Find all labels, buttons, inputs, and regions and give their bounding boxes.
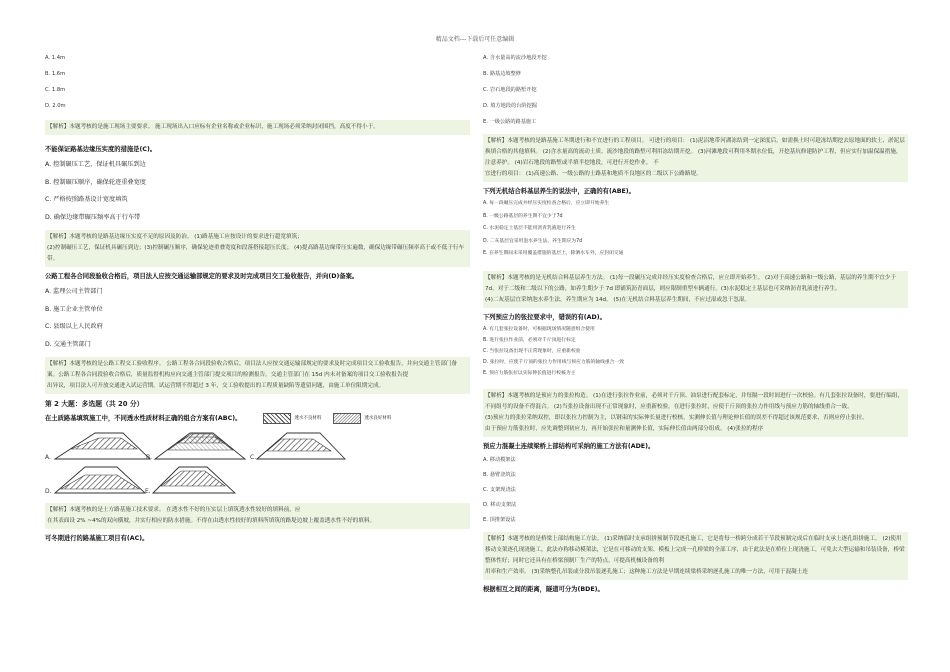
option: C. 严格按照路基设计宽度填筑 — [45, 196, 128, 203]
option: D. 二灰基层宜采用泡水养生法，养生期应为7d — [483, 238, 583, 244]
explanation-line: 【解析】本题考核的是土方路基施工技术要求。 在透水性不好的压实层上填筑透水性较好的填料前，应 — [47, 507, 301, 513]
option: B. 施工企业主管单位 — [45, 305, 103, 313]
question-title: 在土质路基填筑施工中，不同透水性质材料正确的组合方案有(ABC)。 — [45, 415, 242, 422]
diagram-a — [55, 433, 153, 461]
option: D. 确保边缘带碾压频率高于行车带 — [45, 213, 141, 221]
option: E. 在养生期间未采用覆盖措施的基层上，除洒水车外，应封闭交通 — [483, 251, 624, 256]
option: A. 每一段碾压完成并经压实度检查合格后，应立即开始养生 — [483, 201, 610, 206]
option: C. 县级以上人民政府 — [45, 323, 103, 330]
left-column — [45, 50, 470, 545]
explanation-box: 【解析】本题考核的是施工现场主要要求。 施工现场出入口应标有企业名称或企业标识，施工现场必须采纳封闭围挡，高度不得小于。 — [45, 120, 470, 135]
fig-label: C. — [250, 454, 257, 461]
question-options — [483, 453, 908, 528]
option: D. 2.0m — [45, 103, 66, 109]
diagram-e — [153, 467, 235, 493]
option: B. 控制碾压顺序，确保轮迹重叠宽度 — [45, 178, 146, 186]
explanation-line: 在其表面设 2% ~4%的双向横坡，并实行相应的防水措施。不得在由透水性较好的填料所填筑的路堤边坡上覆盖透水性不好的填料。 — [47, 518, 376, 524]
question-options — [483, 198, 908, 261]
explanation-line: (4)二灰基层宜采纳泡水养生法，养生期应为 14d。 (5)在无机结合料基层养生期间，不应过湿或忽干忽湿。 — [485, 296, 751, 303]
question-title: 下列无机结合料基层养生的说法中，正确的有(ABE)。 — [483, 188, 635, 195]
option: B. 悬臂浇筑法 — [483, 471, 516, 478]
question-options — [483, 324, 908, 379]
question-with-legend — [45, 412, 470, 425]
option: B. 进行张拉作业前，必须对千斤顶进行标定 — [483, 337, 576, 343]
explanation-box — [483, 389, 908, 437]
explanation-box — [483, 271, 908, 308]
question-options — [483, 50, 908, 130]
section-title: 第 2 大题：多选题（共 20 分） — [45, 400, 144, 408]
option: C. 当张拉设备出现不正常现象时，应重新校验 — [483, 348, 581, 354]
option: D. 张拉时，应使千斤顶的张拉力作用线与预应力筋的轴线重合一致 — [483, 359, 625, 365]
explanation-box — [483, 532, 908, 580]
explanation-line: (3)预应力的张拉采纳双控，即以张拉力控制为主，以钢束的实际伸长量进行校核，实测伸长值与理论伸长值的误差不得超过该规范要求，否则应停止张拉， — [485, 414, 868, 421]
option: C. 岩石地段的路堑开挖 — [483, 87, 537, 93]
fig-label: A. — [45, 454, 51, 461]
legend-item — [263, 412, 321, 425]
option: C. 水泥稳定土基层不能用沥青乳液进行养生 — [483, 226, 576, 231]
question-options — [45, 156, 470, 226]
option: E. 顶推架设法 — [483, 516, 516, 523]
option: A. 监理公司主管部门 — [45, 288, 103, 295]
option: A. 有几套张拉设备时，可根据现场情况随意组合使用 — [483, 326, 595, 332]
fig-label: B. — [146, 454, 153, 461]
explanation-line: 【解析】本题考核的是预应力的张拉构造。 (1)在进行张拉作业前，必须对千斤顶、油泵进行配套标定，并每隔一段时间进行一次校验。有几套张拉设备时，要进行编组，不同组号的设备不得混合。 (2)当张拉设备出现不正常现象时，应重新校验。在进行张拉时，应使千斤顶的张拉力作用线与预应力筋的轴线重合一致。 — [485, 392, 904, 410]
question-title: 下列预应力的张拉要求中，错误的有(AD)。 — [483, 313, 606, 321]
option: A. 控制碾压工艺，保证机具碾压到边 — [45, 161, 146, 168]
legend-label: 透水不良材料 — [294, 416, 322, 421]
explanation-box — [483, 134, 908, 182]
explanation-line: 出异议，项目法人可开放交通进入试运营期。试运营期不得超过 3 年，交工验收提出的工程质量缺陷等遗留问题，由施工单位限期完成。 — [47, 383, 385, 389]
explanation-line: 【解析】本题考核的是公路工程交工验收程序。 公路工程各合同段验收合格后，项目法人应按交通运输部规定的要求及时完成项目交工验收报告，并向交通主管部门备案。公路工程各合同段验收合格后，质量监督机构应向交通主管部门提交项目的检测报告。交通主管部门在 15d 内未对备案的项目交工验收报告提 — [47, 361, 458, 378]
explanation-line: 【解析】本题考核的是桥梁上部结构施工方法。 (1)采纳临时支承组拼预制节段逐孔施工，它是将每一桥跨分成若干节段预制完成后在临时支承上逐孔组拼施工。 (2)使用移动支架逐孔现浇施工，此法亦称移动模架法，它是在可移动的支架、模板上完成一孔桥梁的全部工序，由于此法是在桥位上现浇施工，可免去大型运输和吊装设备，桥梁整体性好；同时它还具有在桥梁预制厂生产的特点，可提高机械设备的利 — [485, 535, 905, 564]
explanation-line: 用率和生产效率。 (3)采纳整孔吊装或分段吊装逐孔施工；这种施工方法是早期连续梁桥采纳逐孔施工的唯一方法，可用于混凝土连 — [485, 568, 808, 575]
page-header: 精品文档---下载后可任意编辑 — [435, 36, 515, 43]
option: E. 一级公路的路基施工 — [483, 119, 537, 125]
fig-label: D. — [45, 488, 52, 495]
option: D. 交通主管部门 — [45, 340, 91, 348]
option: B. 路基边坡整修 — [483, 71, 521, 77]
embankment-diagrams — [45, 429, 470, 495]
question-title: 公路工程各合同段验收合格后，项目法人应按交通运输部规定的要求及时完成项目交工验收报告，并向(D)备案。 — [45, 273, 359, 280]
question-title: 预应力混凝土连续梁桥上部结构可采纳的施工方法有(ADE)。 — [483, 442, 655, 450]
option: E. 预应力筋张拉以实际伸长值进行校核为主 — [483, 370, 576, 376]
diagram-d — [55, 467, 145, 493]
option: B. 1.6m — [45, 71, 66, 77]
question-title: 可冬期进行的路基施工项目有(AC)。 — [45, 535, 149, 542]
right-column — [483, 50, 908, 596]
question-options — [45, 283, 470, 353]
good-permeability-swatch — [333, 413, 361, 424]
question-title: 根据相互之间的距离，隧道可分为(BDE)。 — [483, 585, 604, 593]
option: C. 支架现浇法 — [483, 486, 516, 493]
diagram-c — [257, 433, 345, 459]
option: D. 移动支架法 — [483, 501, 517, 508]
explanation-line: 【解析】本题考核的是无机结合料基层养生方法。 (1)每一段碾压完成并经压实度检查合格后，应立即开始养生。 (2)对于高速公路和一级公路，基层的养生期不宜少于 7d。对于二级和二级以下的公路，如养生期少于 7d 即铺筑沥青面层，则应限制重型车辆通行。(3)水泥稳定土基层也可采纳沥青乳液进行养生。 — [485, 274, 896, 292]
explanation-line: 由于预应力筋张拉时，应先调整到初应力，再开始张拉和量测伸长值，实际伸长值由两部分组成。 (4)张拉的程序 — [485, 425, 764, 432]
explanation-line: 【解析】本题考核的是路基边缘压实度不足的原因及防治。 (1)路基施工应按设计的要求进行超宽填筑； — [47, 234, 303, 240]
explanation-line: 【解析】本题考核的是路基施工冬期进行和不宜进行的工程项目。 可进行的项目： (1)泥沼地带河湖冻结到一定深度后，如需换土时可趁冻结期挖去原地面的软土、淤泥层换填合格的其他填料。 (2)含水量高的流动土质、流沙地段的路堑可利用冻结期开挖。 (3)河滩地段可利用冬期水位低，开挖基坑修建防护工程，但应实行加温保温措施，注意养护。 (4)岩石地段的路堑或半填半挖地段，可进行开挖作业。 不 — [485, 138, 905, 166]
explanation-line: 宜进行的项目： (1)高速公路、一级公路的土路基和地质不良地区的二级以下公路路堤。 — [485, 171, 702, 177]
legend-item — [333, 412, 391, 425]
question-title: 不能保证路基边缘压实度的措施是(C)。 — [45, 146, 157, 153]
diagram-b — [155, 433, 245, 459]
option: A. 1.4m — [45, 55, 66, 61]
option: D. 填方地段的台阶挖掘 — [483, 103, 537, 109]
poor-permeability-swatch — [263, 413, 291, 424]
prev-question-options — [45, 50, 470, 114]
explanation-box — [45, 230, 470, 267]
fig-label: E. — [145, 488, 151, 495]
option: A. 含水量高的流沙地段开挖 — [483, 55, 547, 61]
legend-label: 透水良好材料 — [364, 416, 392, 421]
explanation-box — [45, 357, 470, 394]
option: C. 1.8m — [45, 87, 66, 93]
explanation-box — [45, 503, 470, 529]
option: B. 一级公路基层的养生期不宜少于7d — [483, 213, 563, 219]
option: A. 移动模架法 — [483, 456, 516, 463]
explanation-line: (2)控制碾压工艺，保证机具碾压到边；(3)控制碾压顺序，确保轮迹重叠宽度和段落搭接超压长度； (4)提高路基边缘带压实遍数，确保边缘带碾压频率高于或不低于行车带。 — [47, 245, 465, 262]
